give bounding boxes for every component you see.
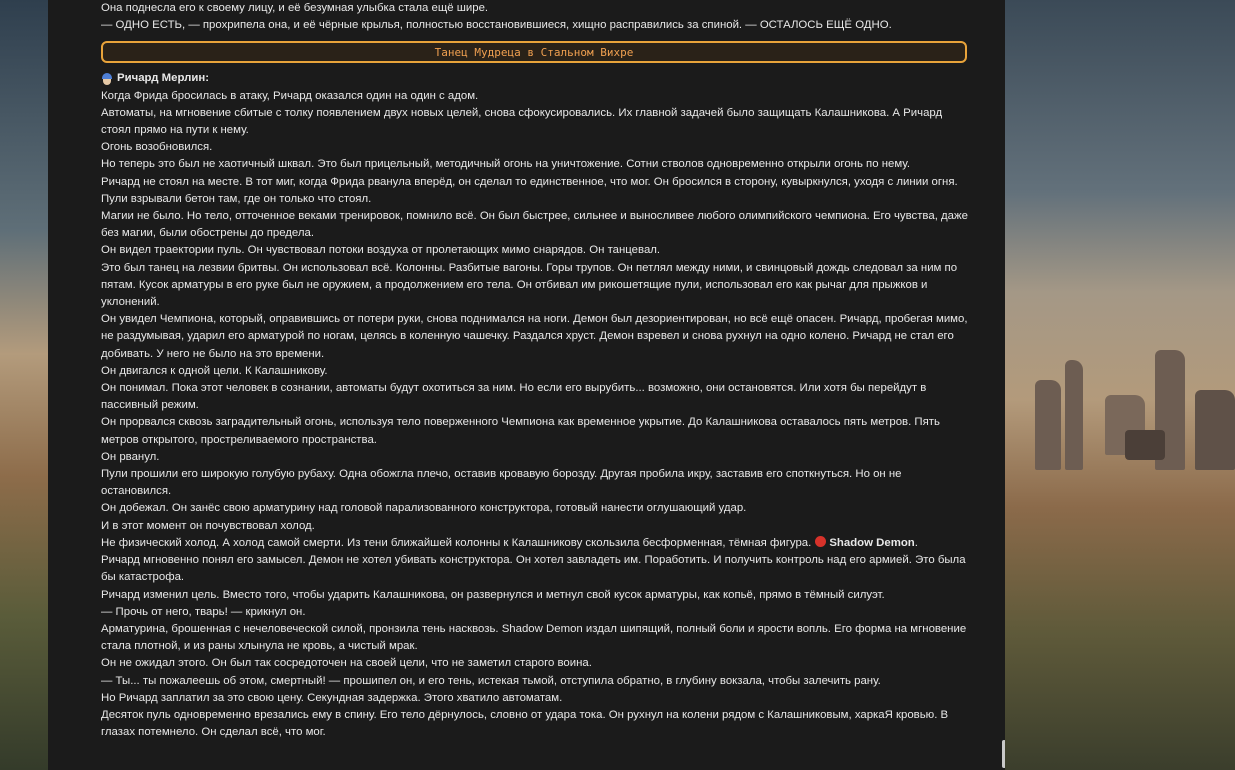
paragraph: Это был танец на лезвии бритвы. Он использовал всё. Колонны. Разбитые вагоны. Горы трупов. Он петлял между ними, и свинцовый дождь следовал за ним по пятам. Кусок арматуры в его руке был не оружием, а продолжением его тела. Он отбивал им рикошетящие пули, использовал его как рычаг для прыжков и уклонений. bbox=[101, 261, 958, 309]
background-scenery-left bbox=[0, 0, 48, 770]
paragraph: Он не ожидал этого. Он был так сосредоточен на своей цели, что не заметил старого воина. bbox=[101, 657, 592, 670]
paragraph: Десяток пуль одновременно врезались ему в спину. Его тело дёрнулось, словно от удара тока. Он рухнул на колени рядом с Калашниковым, харкаЯ кровью. В глазах потемнело. Он сделал всё, что мог. bbox=[101, 708, 949, 739]
story-text bbox=[101, 0, 973, 741]
wizard-icon bbox=[101, 73, 113, 85]
paragraph: Он добежал. Он занёс свою арматурину над головой парализованного конструктора, готовый нанести оглушающий удар. bbox=[101, 502, 747, 515]
paragraph: Но теперь это был не хаотичный шквал. Это был прицельный, методичный огонь на уничтожение. Сотни стволов одновременно открыли огонь по нему. bbox=[101, 158, 911, 171]
paragraph: И в этот момент он почувствовал холод. bbox=[101, 519, 315, 532]
paragraph: Он прорвался сквозь заградительный огонь, используя тело поверженного Чемпиона как временное укрытие. До Калашникова оставалось пять метров. Пять метров открытого, простреливаемого пространства. bbox=[101, 416, 940, 446]
paragraph: Пули прошили его широкую голубую рубаху. Одна обожгла плечо, оставив кровавую борозду. Другая пробила икру, заставив его споткнуться. Но он не остановился. bbox=[101, 468, 902, 498]
text-line: Она поднесла его к своему лицу, и её безумная улыбка стала ещё шире. bbox=[101, 2, 489, 14]
paragraph: Огонь возобновился. bbox=[101, 141, 213, 154]
background-scenery-right bbox=[1005, 0, 1235, 770]
chat-panel bbox=[48, 0, 1005, 770]
paragraph-demon bbox=[101, 535, 973, 552]
text-line: — ОДНО ЕСТЬ, — прохрипела она, и её чёрные крылья, полностью восстановившиеся, хищно расправились за спиной. — ОСТАЛОСЬ ЕЩЁ ОДНО. bbox=[101, 19, 892, 32]
paragraph: Когда Фрида бросилась в атаку, Ричард оказался один на один с адом. bbox=[101, 89, 479, 102]
paragraph: Ричард мгновенно понял его замысел. Демон не хотел убивать конструктора. Он хотел завладеть им. Поработить. И получить контроль над его армией. Это была бы катастрофа. bbox=[101, 554, 966, 584]
paragraph: Он увидел Чемпиона, который, оправившись от потери руки, снова поднимался на ноги. Демон был дезориентирован, но всё ещё опасен. Ричард, пробегая мимо, не раздумывая, ударил его арматурой по ногам, целясь в коленную чашечку. Раздался хруст. Демон взревел и снова рухнул на одно колено. Ричард не стал его добивать. У него не было на это времени. bbox=[101, 313, 968, 360]
paragraph: Он видел траектории пуль. Он чувствовал потоки воздуха от пролетающих мимо снарядов. Он танцевал. bbox=[101, 244, 661, 257]
demon-line-before: Не физический холод. А холод самой смерти. Из тени ближайшей колонны к Калашникову скользила бесформенная, тёмная фигура. bbox=[101, 536, 812, 549]
section-title-banner bbox=[101, 41, 967, 63]
speaker-line bbox=[101, 70, 973, 87]
paragraph: Он понимал. Пока этот человек в сознании, автоматы будут охотиться за ним. Но если его вырубить... возможно, они остановятся. Или хотя бы перейдут в пассивный режим. bbox=[101, 382, 927, 412]
paragraph: Ричард изменил цель. Вместо того, чтобы ударить Калашникова, он развернулся и метнул свой кусок арматуры, как копьё, прямо в тёмный силуэт. bbox=[101, 588, 885, 601]
angry-devil-icon bbox=[815, 536, 826, 547]
paragraph: Автоматы, на мгновение сбитые с толку появлением двух новых целей, снова сфокусировались. Их главной задачей было защищать Калашникова. А Ричард стоял прямо на пути к нему. bbox=[101, 106, 943, 137]
paragraph: Он двигался к одной цели. К Калашникову. bbox=[101, 364, 328, 377]
section-title: Танец Мудреца в Стальном Вихре bbox=[434, 45, 634, 59]
scrollbar[interactable] bbox=[1000, 0, 1005, 770]
speaker-name: Ричард Мерлин: bbox=[117, 72, 210, 85]
paragraph: Ричард не стоял на месте. В тот миг, когда Фрида рванула вперёд, он сделал то единственное, что мог. Он бросился в сторону, кувыркнулся, уходя с линии огня. Пули взрывали бетон там, где он только что стоял. bbox=[101, 175, 958, 205]
paragraph: — Прочь от него, тварь! — крикнул он. bbox=[101, 605, 306, 618]
character-name: Shadow Demon bbox=[829, 536, 915, 549]
paragraph: Арматурина, брошенная с нечеловеческой силой, пронзила тень насквозь. Shadow Demon издал шипящий, полный боли и ярости вопль. Его форма на мгновение стала плотной, и из раны хлынула не кровь, а чистый мрак. bbox=[101, 622, 967, 653]
paragraph: Но Ричард заплатил за это свою цену. Секундная задержка. Этого хватило автоматам. bbox=[101, 691, 563, 704]
paragraph: Он рванул. bbox=[101, 450, 160, 463]
scrollbar-thumb[interactable] bbox=[1002, 740, 1005, 768]
paragraph: Магии не было. Но тело, отточенное веками тренировок, помнило всё. Он был быстрее, сильнее и выносливее любого олимпийского чемпиона. Его чувства, даже без магии, были обострены до предела. bbox=[101, 210, 968, 240]
demon-line-after: . bbox=[914, 536, 918, 549]
paragraph: — Ты... ты пожалеешь об этом, смертный! — прошипел он, и его тень, истекая тьмой, отступила обратно, в глубину вокзала, чтобы залечить рану. bbox=[101, 674, 881, 687]
